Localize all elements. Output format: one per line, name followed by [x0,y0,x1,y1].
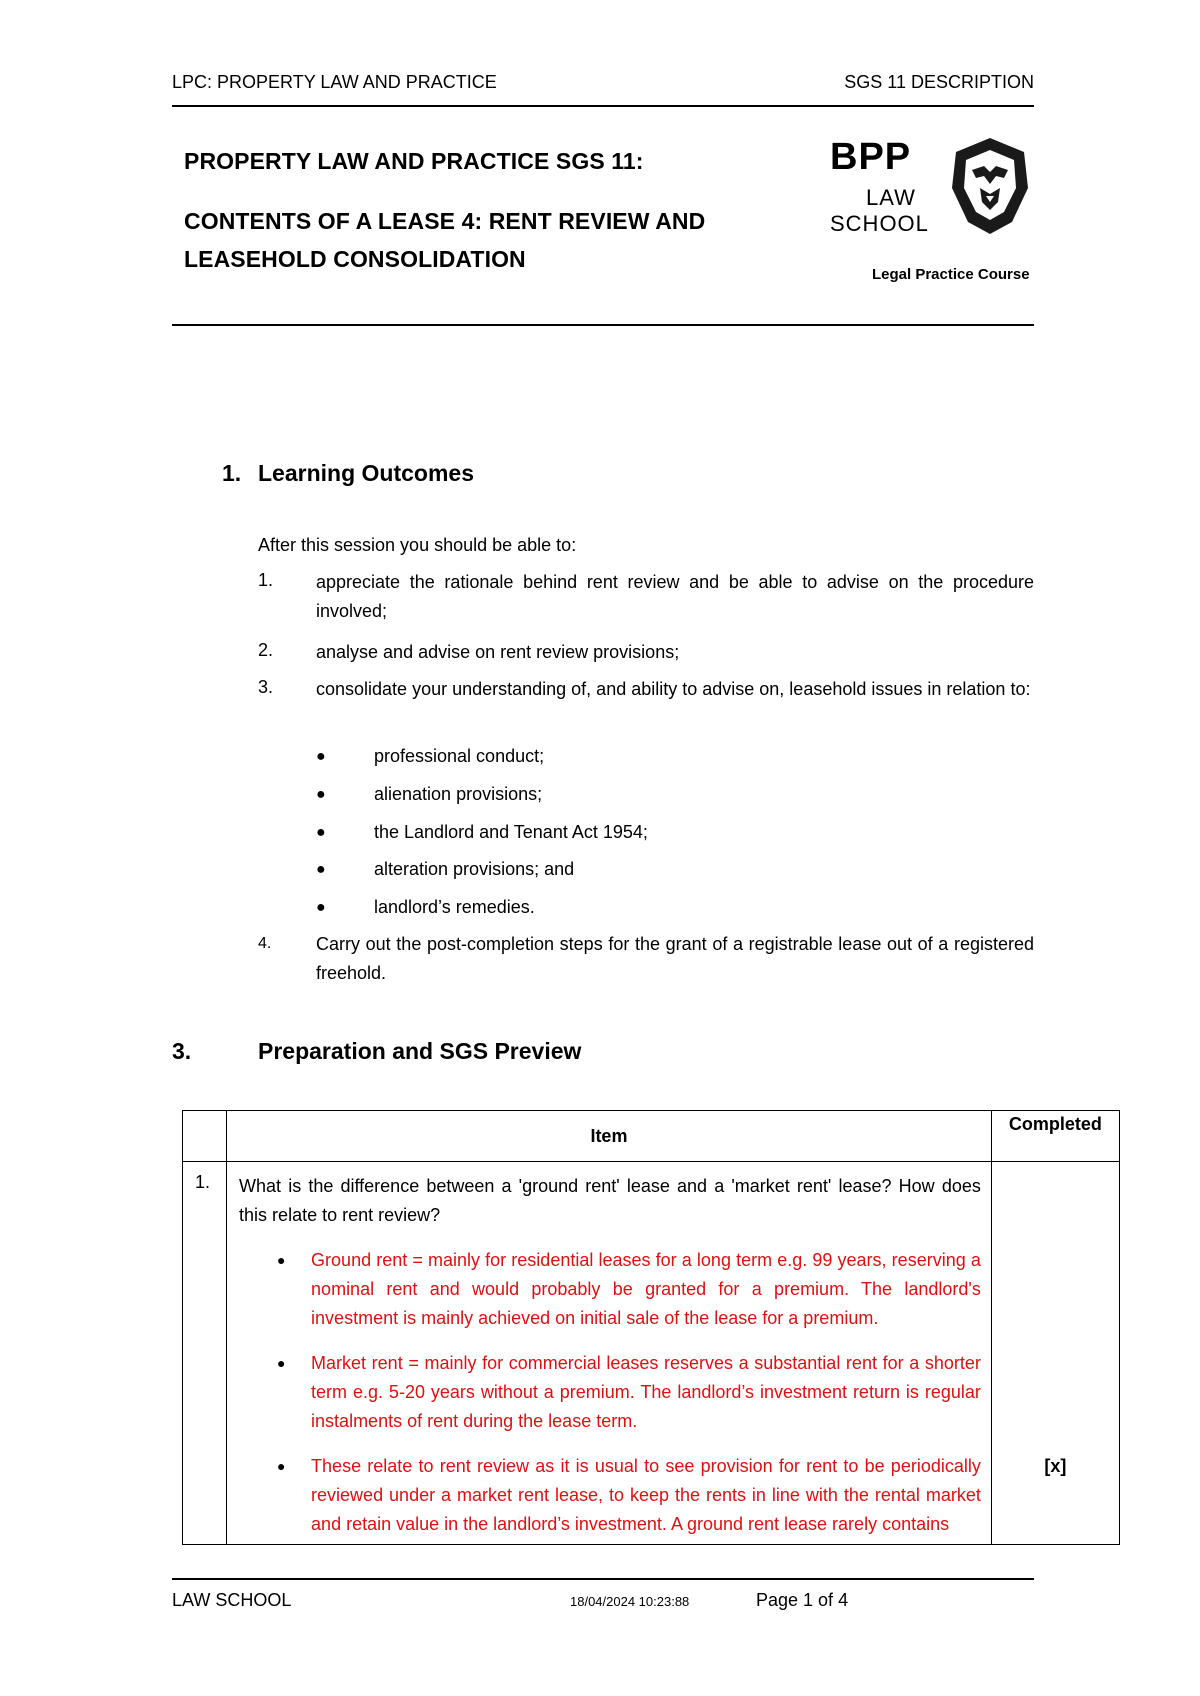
row-item-cell [227,1162,992,1545]
bullet-icon: ● [316,748,326,765]
page-number: Page 1 of 4 [756,1590,849,1610]
logo-school-text: SCHOOL [830,211,929,236]
list-item [239,1452,981,1539]
table-row [183,1162,1120,1545]
running-header-right: SGS 11 DESCRIPTION [844,72,1034,92]
bullet-icon: ● [277,1458,286,1474]
document-title-line-3: LEASEHOLD CONSOLIDATION [184,246,526,272]
outcome-number: 3. [258,677,274,697]
section-3-heading: Preparation and SGS Preview [258,1038,582,1064]
lion-head-icon [950,136,1030,236]
logo-subtitle: Legal Practice Course [872,266,1030,283]
answer-text: Ground rent = mainly for residential leases for a long term e.g. 99 years, reserving a nominal rent and would probably be granted for a premium. The landlord's investment is mainly achieved on initial sale of the lease for a premium. [311,1250,981,1328]
logo-law-text: LAW [866,185,916,210]
outcome-number: 1. [258,570,274,590]
answer-text: These relate to rent review as it is usual to see provision for rent to be periodically reviewed under a market rent lease, to keep the rents in line with the rental market and retain value in the landlord’s investment. A ground rent lease rarely contains [311,1456,981,1534]
footer-rule [172,1578,1034,1580]
outcome-text: Carry out the post-completion steps for the grant of a registrable lease out of a registered freehold. [316,934,1034,983]
bullet-icon: ● [277,1355,286,1371]
bullet-icon: ● [277,1252,286,1268]
table-header-row [183,1111,1120,1162]
document-title-line-1: PROPERTY LAW AND PRACTICE SGS 11: [184,148,644,174]
learning-outcomes-intro: After this session you should be able to: [258,535,577,555]
header-rule [172,105,1034,107]
bullet-icon: ● [316,861,326,878]
table-header-completed: Completed [991,1111,1119,1162]
outcome-text: consolidate your understanding of, and ability to advise on, leasehold issues in relation to: [316,679,1031,699]
table-header-number [183,1111,227,1162]
list-item [239,1349,981,1436]
bullet-icon: ● [316,899,326,916]
list-item [239,1246,981,1333]
sub-bullet-item: alteration provisions; and [374,859,575,879]
section-3-number: 3. [172,1038,192,1064]
outcome-text: appreciate the rationale behind rent review and be able to advise on the procedure involved; [316,572,1034,621]
document-title-line-2: CONTENTS OF A LEASE 4: RENT REVIEW AND [184,208,706,234]
sub-bullet-item: landlord’s remedies. [374,897,535,917]
row-question: What is the difference between a 'ground rent' lease and a 'market rent' lease? How does this relate to rent review? [239,1176,981,1225]
title-rule [172,324,1034,326]
running-header-left: LPC: PROPERTY LAW AND PRACTICE [172,72,497,92]
outcome-number: 4. [258,935,272,952]
sub-bullet-item: alienation provisions; [374,784,543,804]
outcome-text: analyse and advise on rent review provisions; [316,642,680,662]
footer-timestamp: 18/04/2024 10:23:88 [570,1594,690,1609]
section-1-number: 1. [222,460,242,486]
footer-left: LAW SCHOOL [172,1590,292,1610]
section-1-heading: Learning Outcomes [258,460,474,486]
table-header-item: Item [227,1111,992,1162]
preparation-table [182,1110,1120,1545]
bullet-icon: ● [316,786,326,803]
bullet-icon: ● [316,824,326,841]
sub-bullet-item: professional conduct; [374,746,545,766]
outcome-number: 2. [258,640,274,660]
logo-bpp-text: BPP [830,136,912,178]
row-number: 1. [183,1162,227,1545]
completed-mark: [x] [991,1162,1119,1545]
answer-text: Market rent = mainly for commercial leases reserves a substantial rent for a shorter term e.g. 5-20 years without a premium. The landlord’s investment return is regular instalments of rent during the lease term. [311,1353,981,1431]
sub-bullet-item: the Landlord and Tenant Act 1954; [374,822,648,842]
